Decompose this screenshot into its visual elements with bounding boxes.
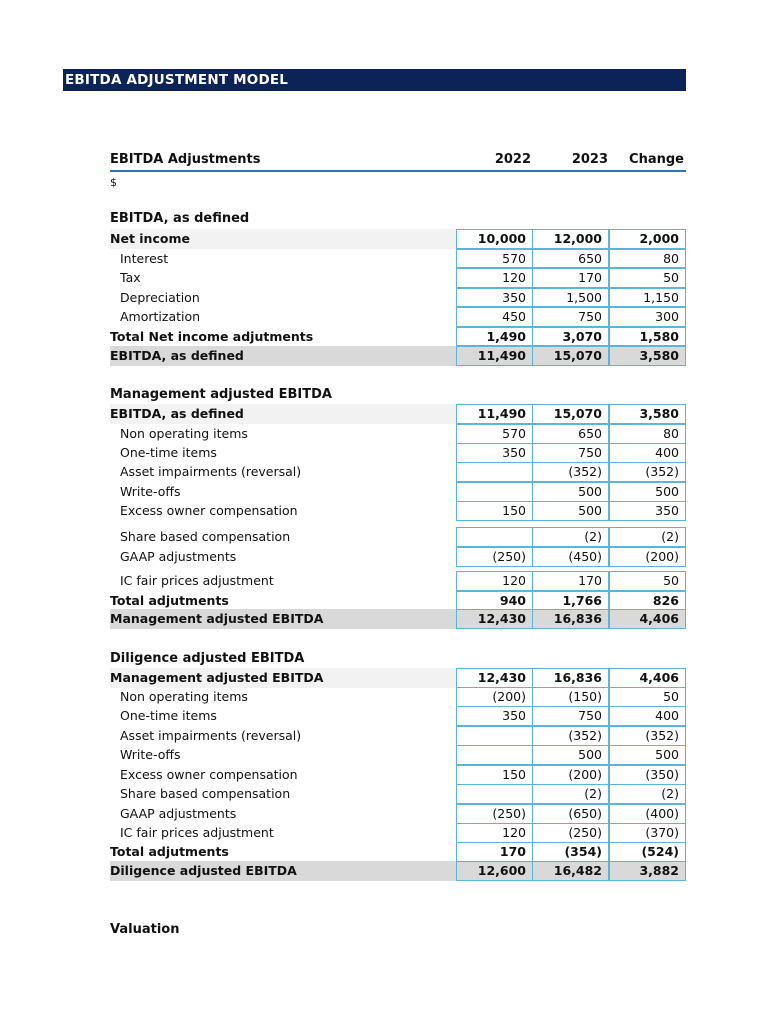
table-row [110, 462, 686, 482]
table-row [110, 765, 686, 785]
value-change[interactable]: 50 [609, 571, 686, 591]
value-2022[interactable]: (200) [456, 687, 533, 707]
row-label: Non operating items [120, 426, 248, 441]
value-2022[interactable]: 1,490 [456, 327, 533, 347]
value-2022[interactable] [456, 726, 533, 746]
currency-unit: $ [110, 176, 117, 189]
value-change[interactable]: 2,000 [609, 229, 686, 249]
row-label: Non operating items [120, 689, 248, 704]
table-row [110, 591, 686, 611]
value-change[interactable]: 400 [609, 443, 686, 463]
row-label: Write-offs [120, 484, 181, 499]
value-change[interactable]: (350) [609, 765, 686, 785]
value-2023[interactable]: 750 [532, 307, 609, 327]
row-label: Asset impairments (reversal) [120, 464, 302, 479]
value-change[interactable]: (352) [609, 726, 686, 746]
value-change[interactable]: (200) [609, 547, 686, 567]
value-2022[interactable]: 150 [456, 765, 533, 785]
value-change[interactable]: 50 [609, 687, 686, 707]
value-2023[interactable]: (2) [532, 784, 609, 804]
row-label: Share based compensation [120, 529, 291, 544]
value-change[interactable]: 80 [609, 249, 686, 269]
table-row [110, 547, 686, 567]
row-label: Net income [110, 231, 190, 246]
row-label: EBITDA, as defined [110, 348, 244, 363]
table-row [110, 784, 686, 804]
table-row [110, 861, 686, 881]
value-change[interactable]: 300 [609, 307, 686, 327]
row-label: One-time items [120, 445, 217, 460]
value-2022[interactable]: 10,000 [456, 229, 533, 249]
row-label: Diligence adjusted EBITDA [110, 863, 297, 878]
table-row [110, 804, 686, 824]
value-2023[interactable]: (352) [532, 462, 609, 482]
section-title: Diligence adjusted EBITDA [110, 651, 305, 666]
value-change[interactable]: 4,406 [609, 609, 686, 629]
row-label: Asset impairments (reversal) [120, 728, 302, 743]
header-2022: 2022 [494, 152, 531, 167]
value-2022[interactable] [456, 462, 533, 482]
value-change[interactable]: 826 [609, 591, 686, 611]
value-change[interactable]: 500 [609, 745, 686, 765]
value-change[interactable]: (352) [609, 462, 686, 482]
row-label: Interest [120, 250, 169, 266]
value-change[interactable]: (400) [609, 804, 686, 824]
section-title: EBITDA, as defined [110, 211, 250, 226]
row-label: EBITDA, as defined [110, 406, 244, 421]
value-2022[interactable]: 350 [456, 706, 533, 726]
value-2023[interactable]: 170 [532, 268, 609, 288]
value-2023[interactable]: (650) [532, 804, 609, 824]
value-2022[interactable]: 11,490 [456, 404, 533, 424]
value-change[interactable]: (2) [609, 527, 686, 547]
value-2023[interactable]: 15,070 [532, 346, 609, 366]
table-row [110, 482, 686, 502]
row-label: Total Net income adjutments [110, 328, 314, 344]
row-label: Depreciation [120, 289, 200, 305]
value-2023[interactable]: (450) [532, 547, 609, 567]
value-2022[interactable]: 570 [456, 249, 533, 269]
value-2022[interactable]: 150 [456, 501, 533, 521]
row-label: One-time items [120, 708, 217, 723]
sheet-title: EBITDA ADJUSTMENT MODEL [63, 69, 686, 91]
value-change[interactable]: 4,406 [609, 668, 686, 688]
header-label: EBITDA Adjustments [110, 152, 261, 167]
value-2023[interactable]: 1,500 [532, 288, 609, 308]
table-row [110, 745, 686, 765]
value-2022[interactable] [456, 745, 533, 765]
value-2023[interactable]: 500 [532, 745, 609, 765]
value-change[interactable]: 50 [609, 268, 686, 288]
table-row [110, 443, 686, 463]
value-2022[interactable]: 940 [456, 591, 533, 611]
row-label: GAAP adjustments [120, 806, 237, 821]
value-2023[interactable]: (2) [532, 527, 609, 547]
value-2022[interactable] [456, 784, 533, 804]
row-label: Management adjusted EBITDA [110, 670, 324, 685]
table-row [110, 327, 686, 347]
row-label: Excess owner compensation [120, 767, 298, 782]
table-row [110, 268, 686, 288]
value-change[interactable]: 350 [609, 501, 686, 521]
table-row [110, 501, 686, 521]
table-row [110, 346, 686, 366]
value-2023[interactable]: 750 [532, 443, 609, 463]
header-change: Change [629, 152, 684, 167]
value-2023[interactable]: (200) [532, 765, 609, 785]
table-row [110, 823, 686, 843]
value-2023[interactable]: 1,766 [532, 591, 609, 611]
table-row [110, 842, 686, 862]
value-2022[interactable]: 12,600 [456, 861, 533, 881]
row-label: Total adjutments [110, 593, 229, 608]
value-2023[interactable]: 16,836 [532, 668, 609, 688]
value-2023[interactable]: 15,070 [532, 404, 609, 424]
column-header-row [110, 152, 686, 172]
value-2023[interactable]: (354) [532, 842, 609, 862]
value-change[interactable]: 1,580 [609, 327, 686, 347]
value-change[interactable]: 3,580 [609, 404, 686, 424]
table-row [110, 687, 686, 707]
row-label: Total adjutments [110, 844, 229, 859]
table-row [110, 424, 686, 444]
table-row [110, 307, 686, 327]
row-label: Amortization [120, 309, 201, 324]
value-2023[interactable]: 16,836 [532, 609, 609, 629]
value-change[interactable]: 3,580 [609, 346, 686, 366]
value-2022[interactable]: 350 [456, 443, 533, 463]
value-2023[interactable]: 3,070 [532, 327, 609, 347]
value-2022[interactable]: 120 [456, 823, 533, 843]
value-change[interactable]: 400 [609, 706, 686, 726]
table-row [110, 571, 686, 591]
value-2022[interactable]: 11,490 [456, 346, 533, 366]
value-2022[interactable]: (250) [456, 547, 533, 567]
value-change[interactable]: (2) [609, 784, 686, 804]
value-change[interactable]: 500 [609, 482, 686, 502]
value-2022[interactable] [456, 527, 533, 547]
section-title: Valuation [110, 922, 180, 937]
table-row [110, 404, 686, 424]
value-change[interactable]: 80 [609, 424, 686, 444]
value-change[interactable]: (370) [609, 823, 686, 843]
value-2023[interactable]: 650 [532, 249, 609, 269]
value-2022[interactable]: 120 [456, 268, 533, 288]
table-row [110, 288, 686, 308]
row-label: Tax [120, 270, 141, 285]
value-2023[interactable]: 650 [532, 424, 609, 444]
value-change[interactable]: 3,882 [609, 861, 686, 881]
value-2023[interactable]: 500 [532, 501, 609, 521]
value-2023[interactable]: 500 [532, 482, 609, 502]
row-label: IC fair prices adjustment [120, 573, 274, 588]
value-2022[interactable]: 350 [456, 288, 533, 308]
row-label: IC fair prices adjustment [120, 825, 274, 840]
value-2023[interactable]: 170 [532, 571, 609, 591]
table-row [110, 249, 686, 269]
value-2022[interactable] [456, 482, 533, 502]
row-label: Share based compensation [120, 786, 291, 801]
header-2023: 2023 [571, 152, 608, 167]
table-row [110, 668, 686, 688]
value-2022[interactable]: 12,430 [456, 609, 533, 629]
row-label: Management adjusted EBITDA [110, 611, 324, 626]
table-row [110, 527, 686, 547]
table-row [110, 706, 686, 726]
value-2023[interactable]: 750 [532, 706, 609, 726]
row-label: Write-offs [120, 747, 181, 762]
section-title: Management adjusted EBITDA [110, 387, 332, 402]
value-2023[interactable]: (250) [532, 823, 609, 843]
value-2022[interactable]: 12,430 [456, 668, 533, 688]
value-2022[interactable]: 120 [456, 571, 533, 591]
value-2023[interactable]: (352) [532, 726, 609, 746]
value-2022[interactable]: (250) [456, 804, 533, 824]
value-2022[interactable]: 570 [456, 424, 533, 444]
value-2022[interactable]: 450 [456, 307, 533, 327]
table-row [110, 726, 686, 746]
value-2022[interactable]: 170 [456, 842, 533, 862]
table-row [110, 609, 686, 629]
value-change[interactable]: 1,150 [609, 288, 686, 308]
value-2023[interactable]: (150) [532, 687, 609, 707]
table-row [110, 229, 686, 249]
value-change[interactable]: (524) [609, 842, 686, 862]
row-label: Excess owner compensation [120, 503, 298, 518]
value-2023[interactable]: 12,000 [532, 229, 609, 249]
value-2023[interactable]: 16,482 [532, 861, 609, 881]
row-label: GAAP adjustments [120, 549, 237, 564]
